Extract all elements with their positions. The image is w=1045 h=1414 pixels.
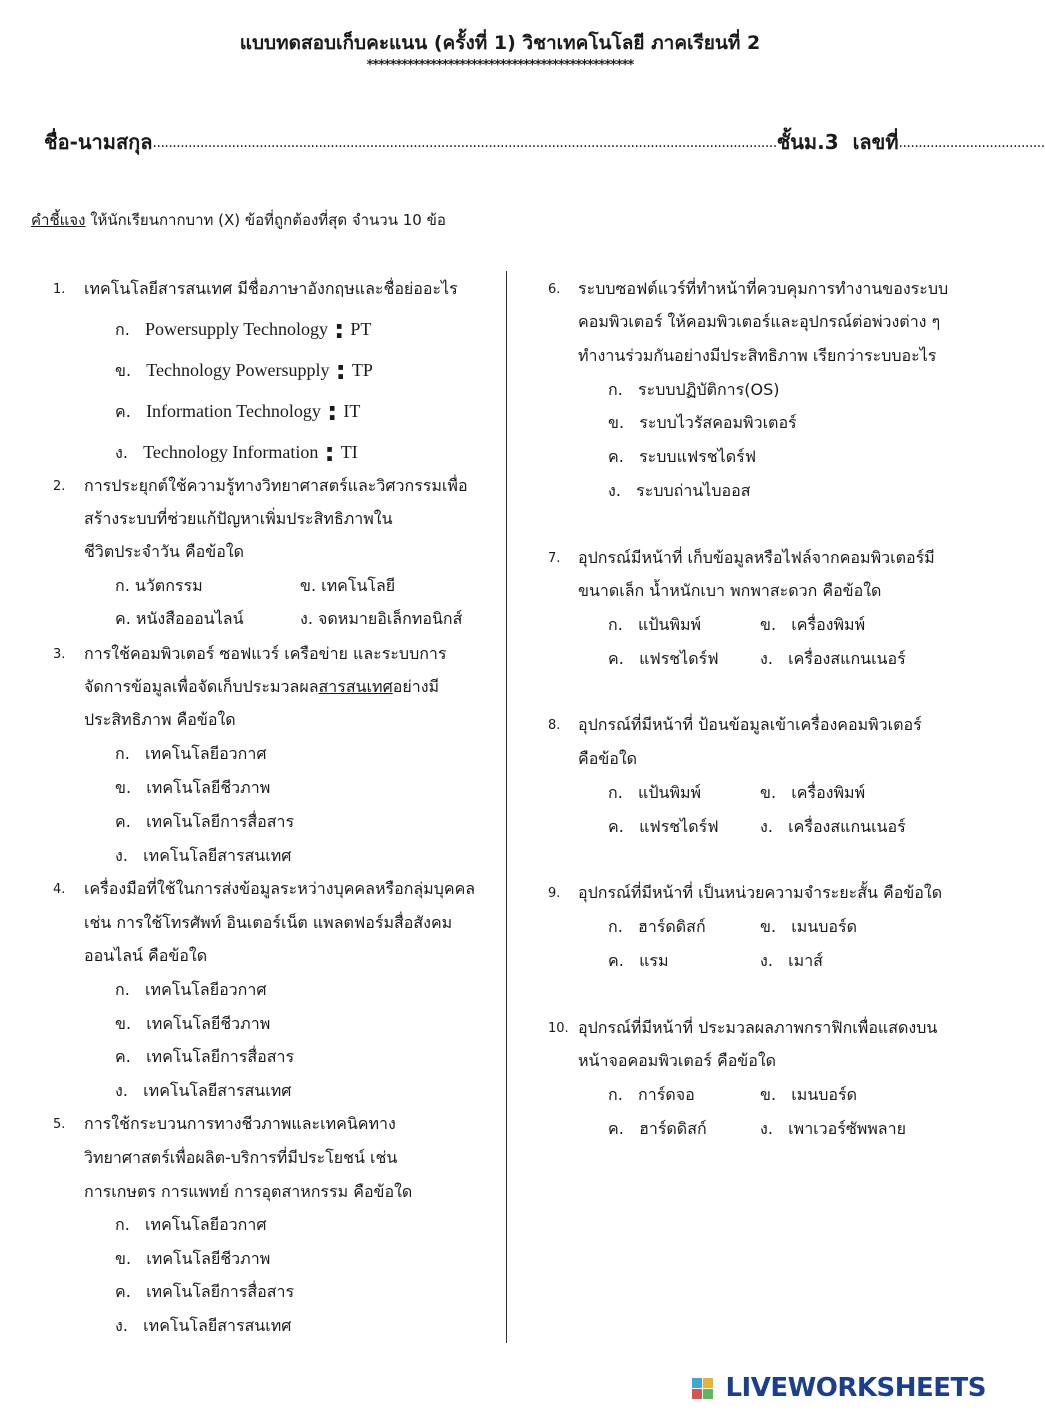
instructions [31,208,446,232]
option-2c[interactable]: ค. หนังสือออนไลน์ [115,609,244,628]
question-text: ขนาดเล็ก น้ำหนักเบา พกพาสะดวก คือข้อใด [578,581,882,600]
question-text: การใช้คอมพิวเตอร์ ซอฟแวร์ เครือข่าย และระบบการ [84,644,447,663]
question-text: การประยุกต์ใช้ความรู้ทางวิทยาศาสตร์และวิศวกรรมเพื่อ [84,476,468,495]
option-10a[interactable]: ก. การ์ดจอ [608,1085,695,1104]
option-6b[interactable]: ข. ระบบไวรัสคอมพิวเตอร์ [608,413,797,432]
option-3c[interactable]: ค. เทคโนโลยีการสื่อสาร [115,812,295,831]
option-5a[interactable]: ก. เทคโนโลยีอวกาศ [115,1215,267,1234]
question-number: 5. [53,1117,66,1132]
option-9b[interactable]: ข. เมนบอร์ด [760,917,857,936]
option-7c[interactable]: ค. แฟรชไดร์ฟ [608,649,719,668]
question-number: 4. [53,882,66,897]
option-8b[interactable]: ข. เครื่องพิมพ์ [760,783,866,802]
option-2d[interactable]: ง. จดหมายอิเล็กทอนิกส์ [300,609,463,628]
question-text: สร้างระบบที่ช่วยแก้ปัญหาเพิ่มประสิทธิภาพใน [84,509,393,528]
option-8d[interactable]: ง. เครื่องสแกนเนอร์ [760,817,906,836]
question-text: คอมพิวเตอร์ ให้คอมพิวเตอร์และอุปกรณ์ต่อพ่วงต่าง ๆ [578,312,941,331]
option-2b[interactable]: ข. เทคโนโลยี [300,576,396,595]
question-text: อุปกรณ์ที่มีหน้าที่ ประมวลผลภาพกราฟิกเพื่อแสดงบน [578,1018,938,1037]
question-text: อุปกรณ์มีหน้าที่ เก็บข้อมูลหรือไฟล์จากคอมพิวเตอร์มี [578,548,935,567]
column-divider [506,271,507,1343]
question-number: 3. [53,647,66,662]
option-5c[interactable]: ค. เทคโนโลยีการสื่อสาร [115,1282,295,1301]
question-text: ทำงานร่วมกันอย่างมีประสิทธิภาพ เรียกว่าระบบอะไร [578,346,937,365]
option-9a[interactable]: ก. ฮาร์ดดิสก์ [608,917,706,936]
option-7d[interactable]: ง. เครื่องสแกนเนอร์ [760,649,906,668]
option-9d[interactable]: ง. เมาส์ [760,951,823,970]
instructions-label: คำชี้แจง [31,211,86,229]
number-label: เลขที่ [852,130,899,154]
question-number: 10. [548,1021,569,1036]
option-1a[interactable]: ก. Powersupply Technology : PT [115,315,372,345]
question-number: 2. [53,479,66,494]
option-5d[interactable]: ง. เทคโนโลยีสารสนเทศ [115,1316,292,1335]
page-title: แบบทดสอบเก็บคะแนน (ครั้งที่ 1) วิชาเทคโนโลยี ภาคเรียนที่ 2 [239,32,761,54]
option-2a[interactable]: ก. นวัตกรรม [115,576,203,595]
option-5b[interactable]: ข. เทคโนโลยีชีวภาพ [115,1249,271,1268]
question-text: หน้าจอคอมพิวเตอร์ คือข้อใด [578,1051,777,1070]
question-text: เทคโนโลยีสารสนเทศ มีชื่อภาษาอังกฤษและชื่อย่ออะไร [84,279,458,298]
option-10b[interactable]: ข. เมนบอร์ด [760,1085,857,1104]
question-text: อุปกรณ์ที่มีหน้าที่ ป้อนข้อมูลเข้าเครื่องคอมพิวเตอร์ [578,715,922,734]
question-text: ออนไลน์ คือข้อใด [84,946,208,965]
option-3a[interactable]: ก. เทคโนโลยีอวกาศ [115,744,267,763]
liveworksheets-logo[interactable]: LIVEWORKSHEETS [725,1373,986,1403]
option-label: ง. [115,443,128,462]
question-number: 1. [53,282,66,297]
question-text: คือข้อใด [578,749,638,768]
name-field[interactable]: .............................................................................................................................................................. [152,135,777,151]
option-4c[interactable]: ค. เทคโนโลยีการสื่อสาร [115,1047,295,1066]
option-6d[interactable]: ง. ระบบถ่านไบออส [608,481,751,500]
option-7a[interactable]: ก. แป้นพิมพ์ [608,615,702,634]
question-text: ระบบซอฟต์แวร์ที่ทำหน้าที่ควบคุมการทำงานของระบบ [578,279,949,298]
question-text: ประสิทธิภาพ คือข้อใด [84,710,236,729]
question-number: 9. [548,886,561,901]
option-10c[interactable]: ค. ฮาร์ดดิสก์ [608,1119,707,1138]
option-8a[interactable]: ก. แป้นพิมพ์ [608,783,702,802]
option-label: ค. [115,402,131,421]
option-9c[interactable]: ค. แรม [608,951,669,970]
question-text: อุปกรณ์ที่มีหน้าที่ เป็นหน่วยความจำระยะสั้น คือข้อใด [578,883,943,902]
option-label: ก. [115,320,130,339]
title-separator: ********************************************** [366,58,634,73]
option-10d[interactable]: ง. เพาเวอร์ซัพพลาย [760,1119,906,1138]
option-3d[interactable]: ง. เทคโนโลยีสารสนเทศ [115,846,292,865]
option-7b[interactable]: ข. เครื่องพิมพ์ [760,615,866,634]
option-1d[interactable]: ง. Technology Information : TI [115,438,358,468]
question-number: 7. [548,551,561,566]
underlined-term: สารสนเทศ [318,677,393,696]
question-text: การใช้กระบวนการทางชีวภาพและเทคนิคทาง [84,1114,396,1133]
question-text: การเกษตร การแพทย์ การอุตสาหกรรม คือข้อใด [84,1182,413,1201]
liveworksheets-logo-icon [692,1378,714,1400]
question-text: ชีวิตประจำวัน คือข้อใด [84,542,245,561]
number-field[interactable]: ..................................... [898,135,1045,151]
question-text: เครื่องมือที่ใช้ในการส่งข้อมูลระหว่างบุคคลหรือกลุ่มบุคคล [84,879,476,898]
option-label: ข. [115,361,132,380]
instructions-text: ให้นักเรียนกากบาท (X) ข้อที่ถูกต้องที่สุด จำนวน 10 ข้อ [85,211,446,229]
question-text: วิทยาศาสตร์เพื่อผลิต-บริการที่มีประโยชน์ เช่น [84,1148,398,1167]
question-number: 6. [548,282,561,297]
question-text: เช่น การใช้โทรศัพท์ อินเตอร์เน็ต แพลตฟอร์มสื่อสังคม [84,913,453,932]
option-1c[interactable]: ค. Information Technology : IT [115,397,361,427]
option-4b[interactable]: ข. เทคโนโลยีชีวภาพ [115,1014,271,1033]
class-label: ชั้นม.3 [776,130,839,154]
option-6a[interactable]: ก. ระบบปฏิบัติการ(OS) [608,380,780,399]
option-3b[interactable]: ข. เทคโนโลยีชีวภาพ [115,778,271,797]
question-text: จัดการข้อมูลเพื่อจัดเก็บประมวลผลสารสนเทศอย่างมี [84,677,440,696]
student-info-row [44,126,1045,158]
option-6c[interactable]: ค. ระบบแฟรชไดร์ฟ [608,447,757,466]
option-4d[interactable]: ง. เทคโนโลยีสารสนเทศ [115,1081,292,1100]
option-1b[interactable]: ข. Technology Powersupply : TP [115,356,373,386]
option-4a[interactable]: ก. เทคโนโลยีอวกาศ [115,980,267,999]
question-number: 8. [548,718,561,733]
option-8c[interactable]: ค. แฟรชไดร์ฟ [608,817,719,836]
name-label: ชื่อ-นามสกุล [44,130,153,154]
